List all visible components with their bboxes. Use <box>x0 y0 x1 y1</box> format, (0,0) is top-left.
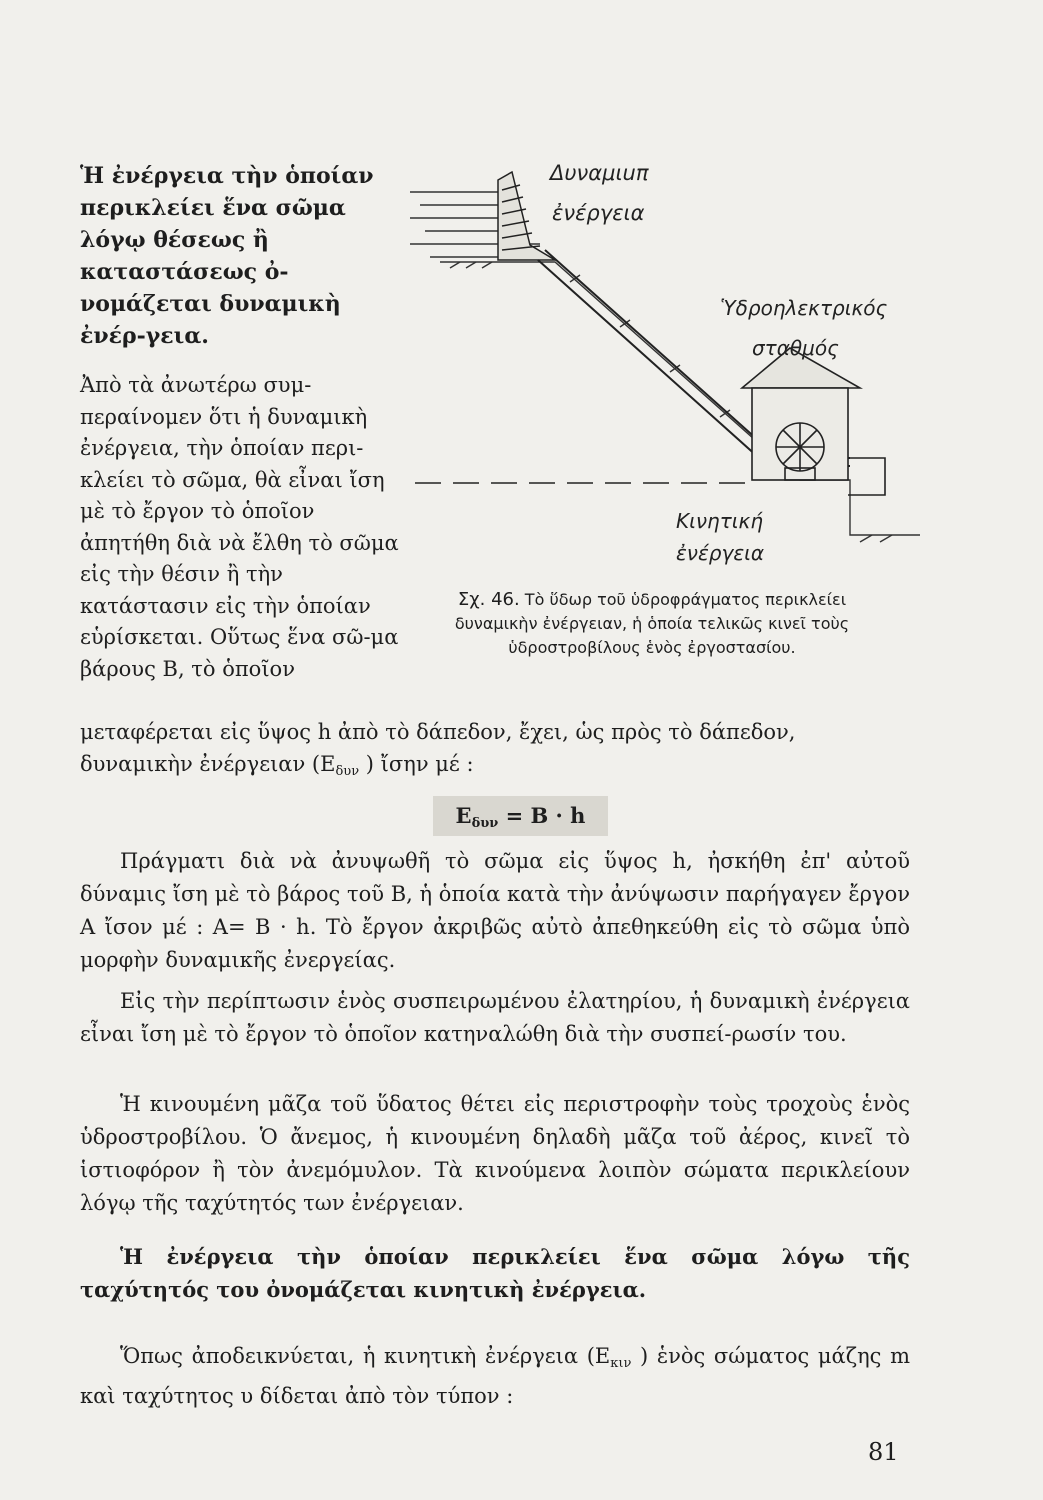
paragraph-spring: Εἰς τὴν περίπτωσιν ἑνὸς συσπειρωμένου ἐλατηρίου, ἡ δυναμικὴ ἐνέργεια εἶναι ἴση μὲ τὸ ἔργον τὸ ὁποῖον κατηναλώθη διὰ τὴν συσπεί-ρωσίν του. <box>80 989 910 1046</box>
hydroelectric-figure <box>380 150 920 580</box>
formula-e: Ε <box>455 803 472 828</box>
paragraph-continued-line1: μεταφέρεται εἰς ὕψος h ἀπὸ τὸ δάπεδον, ἔχει, ὡς πρὸς τὸ δάπεδον, <box>80 720 796 744</box>
caption-number: Σχ. 46. <box>457 589 520 610</box>
paragraph-proof: Πράγματι διὰ νὰ ἀνυψωθῆ τὸ σῶμα εἰς ὕψος h, ἠσκήθη ἐπ' αὐτοῦ δύναμις ἴση μὲ τὸ βάρος τοῦ Β, ἡ ὁποία κατὰ τὴν ἀνύψωσιν παρήγαγεν ἔργον Α ἴσον μέ : Α= Β · h. Τὸ ἔργον ἀκριβῶς αὐτὸ ἀπεθηκεύθη εἰς τὸ σῶμα ὑπὸ μορφὴν δυναμικῆς ἐνεργείας. <box>80 849 910 972</box>
kinetic-subscript: κιν <box>610 1356 632 1371</box>
formula-potential-energy <box>433 796 608 836</box>
label-kinetic-2: ἐνέργεια <box>676 541 765 565</box>
dam-wall <box>498 172 555 260</box>
paragraph-continued <box>80 717 910 787</box>
paragraph-kinetic-formula <box>80 1340 910 1413</box>
line2-text-post: ) ἴσην μέ : <box>365 751 474 776</box>
kinetic-text-pre: Ὅπως ἀποδεικνύεται, ἡ κινητικὴ ἐνέργεια (Ε <box>120 1344 611 1368</box>
power-house <box>742 348 885 495</box>
kinetic-text-post: ) ἑνὸς σώματος μάζης m καὶ ταχύτητος υ δίδεται ἀπὸ τὸν τύπον : <box>80 1344 910 1408</box>
definition-potential-energy: Ἡ ἐνέργεια τὴν ὁποίαν περικλείει ἕνα σῶμα λόγῳ θέσεως ἢ καταστάσεως ὀ-νομάζεται δυναμικὴ ἐνέρ-γεια. <box>80 163 374 349</box>
line2-text-pre: δυναμικὴν ἐνέργειαν (Ε <box>80 751 336 776</box>
paragraph-narrow: Ἀπὸ τὰ ἀνωτέρω συμ-περαίνομεν ὅτι ἡ δυναμικὴ ἐνέργεια, τὴν ὁποίαν περι-κλείει τὸ σῶμα, θὰ εἶναι ἴση μὲ τὸ ἔργον τὸ ὁποῖον ἀπητήθη διὰ νὰ ἔλθη τὸ σῶμα εἰς τὴν θέσιν ἢ τὴν κατάστασιν εἰς τὴν ὁποίαν εὑρίσκεται. Οὕτως ἕνα σῶ-μα βάρους Β, τὸ ὁποῖον <box>80 373 399 681</box>
label-kinetic-1: Κινητική <box>676 509 764 533</box>
caption-text: Τὸ ὕδωρ τοῦ ὑδροφράγματος περικλείει δυναμικὴν ἐνέργειαν, ἡ ὁποία τελικῶς κινεῖ τοὺς ὑδροστροβίλους ἑνὸς ἐργοστασίου. <box>454 590 850 657</box>
line2-subscript: δυν <box>335 763 360 779</box>
figure-caption <box>442 588 862 660</box>
page-number: 81 <box>868 1438 899 1466</box>
formula-subscript: δυν <box>471 816 499 831</box>
paragraph-continued-line2 <box>80 749 910 788</box>
formula-rhs: = Β · h <box>498 803 586 828</box>
definition-kinetic-energy: Ἡ ἐνέργεια τὴν ὁποίαν περικλείει ἕνα σῶμα λόγω τῆς ταχύτητός του ὀνομάζεται κινητικὴ ἐνέργεια. <box>80 1244 910 1302</box>
label-station-1: Ὑδροηλεκτρικός <box>720 296 888 320</box>
label-potential-1: Δυναμιuπ <box>550 161 649 185</box>
label-potential-2: ἐνέργεια <box>552 201 645 225</box>
paragraph-moving-mass: Ἡ κινουμένη μᾶζα τοῦ ὕδατος θέτει εἰς περιστροφὴν τοὺς τροχοὺς ἑνὸς ὑδροστροβίλου. Ὁ ἄνεμος, ἡ κινουμένη δηλαδὴ μᾶζα τοῦ ἀέρος, κινεῖ τὸ ἱστιοφόρον ἢ τὸν ἀνεμόμυλον. Τὰ κινούμενα λοιπὸν σώματα περικλείουν λόγῳ τῆς ταχύτητός των ἐνέργειαν. <box>80 1092 910 1215</box>
label-station-2: σταθμός <box>752 336 839 360</box>
